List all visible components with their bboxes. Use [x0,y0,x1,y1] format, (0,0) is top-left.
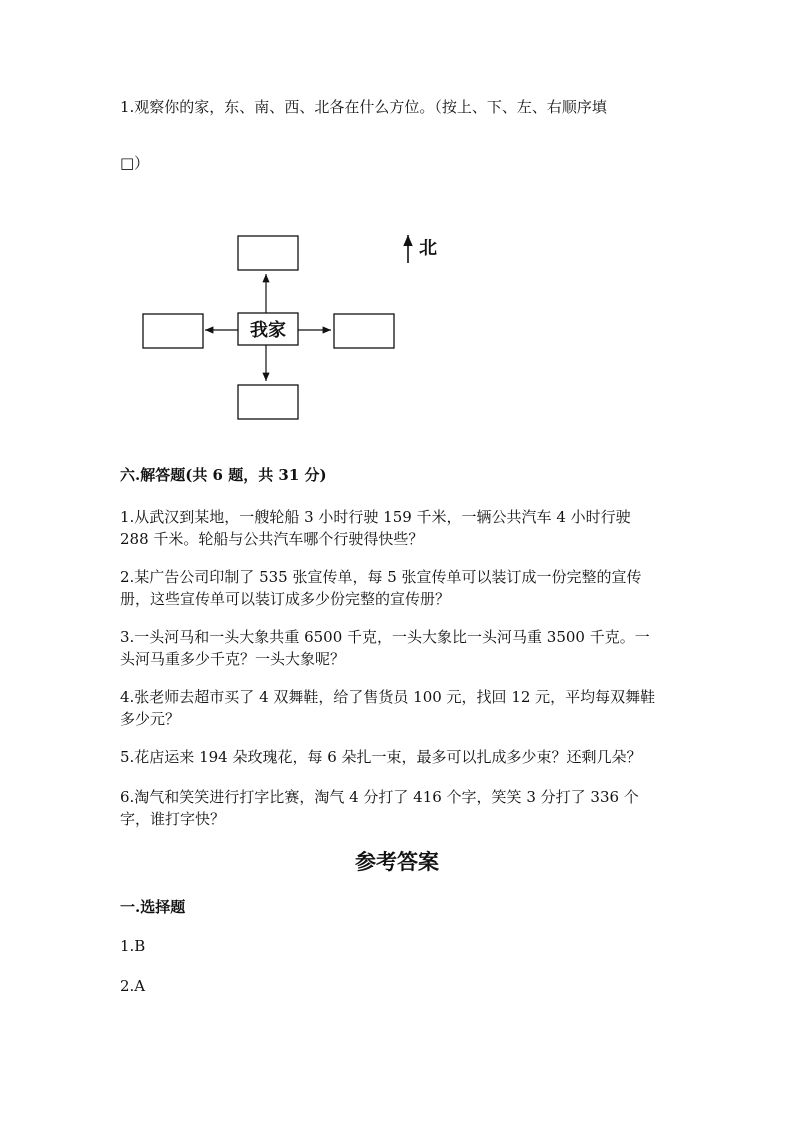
section-6-question-1-line-1: 1.从武汉到某地，一艘轮船 3 小时行驶 159 千米，一辆公共汽车 4 小时行驶 [120,508,631,526]
section-6-question-3-line-1: 3.一头河马和一头大象共重 6500 千克，一头大象比一头河马重 3500 千克。一 [120,628,650,646]
answer-item-1: 1.B [120,937,146,955]
answer-item-2: 2.A [120,977,146,995]
direction-diagram [130,225,460,425]
top-answer-box [238,236,298,270]
north-label: 北 [419,238,437,259]
answers-section-1-heading: 一.选择题 [120,898,186,916]
section-6-question-6-line-2: 字，谁打字快？ [120,810,226,828]
section-6-question-1-line-2: 288 千米。轮船与公共汽车哪个行驶得快些？ [120,530,424,548]
section-6-question-5-line-1: 5.花店运来 194 朵玫瑰花，每 6 朵扎一束，最多可以扎成多少束？还剩几朵？ [120,748,642,766]
question-1-line-2: □） [120,154,150,172]
section-6-question-6-line-1: 6.淘气和笑笑进行打字比赛，淘气 4 分打了 416 个字，笑笑 3 分打了 336 个 [120,788,639,806]
center-home-label: 我家 [250,320,286,341]
section-6-question-2-line-2: 册，这些宣传单可以装订成多少份完整的宣传册？ [120,590,451,608]
section-6-question-3-line-2: 头河马重多少千克？一头大象呢？ [120,650,346,668]
left-answer-box [143,314,203,348]
answers-title: 参考答案 [355,849,439,874]
section-6-heading: 六.解答题(共 6 题，共 31 分) [120,466,327,484]
bottom-answer-box [238,385,298,419]
right-answer-box [334,314,394,348]
section-6-question-2-line-1: 2.某广告公司印制了 535 张宣传单，每 5 张宣传单可以装订成一份完整的宣传 [120,568,642,586]
section-6-question-4-line-2: 多少元？ [120,710,181,728]
section-6-question-4-line-1: 4.张老师去超市买了 4 双舞鞋，给了售货员 100 元，找回 12 元，平均每双舞鞋 [120,688,656,706]
question-1-line-1: 1.观察你的家，东、南、西、北各在什么方位。（按上、下、左、右顺序填 [120,98,607,116]
